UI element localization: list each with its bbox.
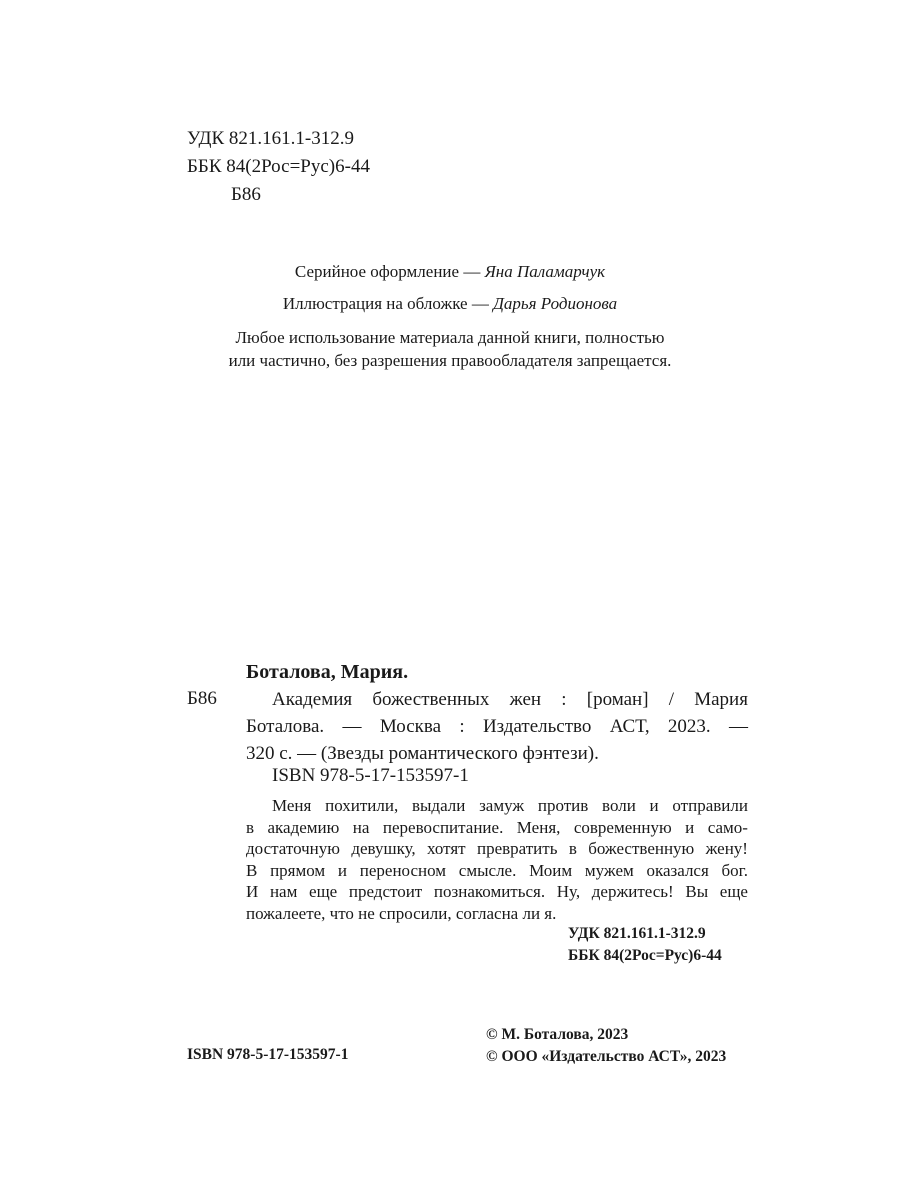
footer-udk: УДК 821.161.1-312.9 <box>568 925 706 942</box>
bib-word: жен <box>509 689 542 710</box>
annotation-word: перевоспитание. <box>382 817 504 837</box>
annotation-line <box>246 838 748 860</box>
annotation <box>246 795 748 924</box>
top-classification-codes <box>187 125 370 209</box>
bbk-code: ББК 84(2Рос=Рус)6-44 <box>187 156 370 177</box>
annotation-line: пожалеете, что не спросили, согласна ли я. <box>246 903 557 923</box>
footer-classification-codes <box>568 923 722 967</box>
bibliographic-description <box>246 686 748 767</box>
bib-word: Академия <box>272 689 353 710</box>
annotation-word: и <box>649 796 659 815</box>
rights-line-2: или частично, без разрешения правообладателя запрещается. <box>228 351 672 370</box>
annotation-word: замуж <box>479 796 525 815</box>
rights-line-1: Любое использование материала данной книги, полностью <box>235 328 665 347</box>
series-design-credit <box>0 262 900 282</box>
annotation-word: девушку, <box>351 839 416 858</box>
annotation-word: Ну, <box>556 882 581 901</box>
annotation-word: современную <box>573 817 672 837</box>
annotation-word: нам <box>269 882 298 901</box>
annotation-word: выдали <box>411 796 466 815</box>
bib-word: Боталова. <box>246 716 325 737</box>
annotation-word: и <box>685 817 695 837</box>
annotation-word: академию <box>267 817 340 837</box>
annotation-word: воли <box>602 796 636 815</box>
annotation-word: еще <box>309 882 338 901</box>
annotation-word: похитили, <box>325 796 399 815</box>
annotation-line <box>246 817 748 839</box>
annotation-word: достаточную <box>246 839 340 858</box>
annotation-word: переносном <box>359 860 447 880</box>
bib-word: — <box>342 716 362 737</box>
annotation-word: божественную <box>588 839 695 858</box>
annotation-word: предстоит <box>348 882 423 901</box>
annotation-word: против <box>537 796 589 815</box>
annotation-line <box>246 860 748 882</box>
bib-word: : <box>459 716 465 737</box>
annotation-word: само- <box>707 817 748 837</box>
copyright-publisher: © ООО «Издательство АСТ», 2023 <box>486 1048 727 1065</box>
annotation-word: в <box>246 817 255 837</box>
bib-isbn: ISBN 978-5-17-153597-1 <box>272 765 469 786</box>
author-mark: Б86 <box>231 184 261 205</box>
annotation-word: В <box>246 860 258 880</box>
annotation-word: хотят <box>427 839 466 858</box>
bib-word: : <box>561 689 567 710</box>
bib-word: — <box>728 716 748 737</box>
annotation-word: прямом <box>270 860 326 880</box>
annotation-word: превратить <box>476 839 558 858</box>
bib-word: Издательство <box>482 716 592 737</box>
annotation-word: мужем <box>584 860 634 880</box>
author-heading: Боталова, Мария. <box>246 661 409 683</box>
annotation-word: познакомиться. <box>433 882 546 901</box>
udk-code: УДК 821.161.1-312.9 <box>187 128 354 149</box>
series-designer-name: Яна Паламарчук <box>484 262 606 281</box>
annotation-word: Вы <box>685 882 709 901</box>
annotation-line <box>246 881 748 903</box>
bib-author-mark: Б86 <box>187 688 217 709</box>
bib-word: Москва <box>379 716 442 737</box>
bib-word: Мария <box>694 689 748 710</box>
annotation-word: отправили <box>672 796 748 815</box>
cover-illustrator-name: Дарья Родионова <box>493 294 618 313</box>
annotation-word: на <box>352 817 370 837</box>
annotation-word: жену! <box>705 839 748 858</box>
bib-word: божественных <box>372 689 490 710</box>
annotation-word: еще <box>719 882 748 901</box>
annotation-word: бог. <box>721 860 748 880</box>
annotation-word: в <box>568 839 577 858</box>
annotation-word: держитесь! <box>591 882 674 901</box>
annotation-word: Меня, <box>516 817 561 837</box>
rights-notice <box>0 326 900 372</box>
copyright-author: © М. Боталова, 2023 <box>486 1026 629 1043</box>
bib-word: 2023. <box>667 716 711 737</box>
annotation-line <box>246 795 748 817</box>
cover-illustration-credit <box>0 294 900 314</box>
bib-word: АСТ, <box>609 716 650 737</box>
copyright-block <box>486 1024 726 1068</box>
footer-bbk: ББК 84(2Рос=Рус)6-44 <box>568 947 722 964</box>
bib-word: [роман] <box>586 689 649 710</box>
annotation-word: и <box>337 860 348 880</box>
annotation-word: смысле. <box>458 860 517 880</box>
bib-line-1 <box>246 686 748 713</box>
annotation-word: И <box>246 882 259 901</box>
annotation-word: оказался <box>646 860 709 880</box>
bib-line-2 <box>246 713 748 740</box>
annotation-word: Меня <box>272 796 312 815</box>
cover-illustration-label: Иллюстрация на обложке — <box>282 294 494 313</box>
annotation-word: Моим <box>529 860 573 880</box>
bib-word: / <box>668 689 675 710</box>
series-design-label: Серийное оформление — <box>294 262 485 281</box>
bib-line-3: 320 с. — (Звезды романтического фэнтези). <box>246 743 599 764</box>
footer-isbn: ISBN 978-5-17-153597-1 <box>187 1046 349 1063</box>
